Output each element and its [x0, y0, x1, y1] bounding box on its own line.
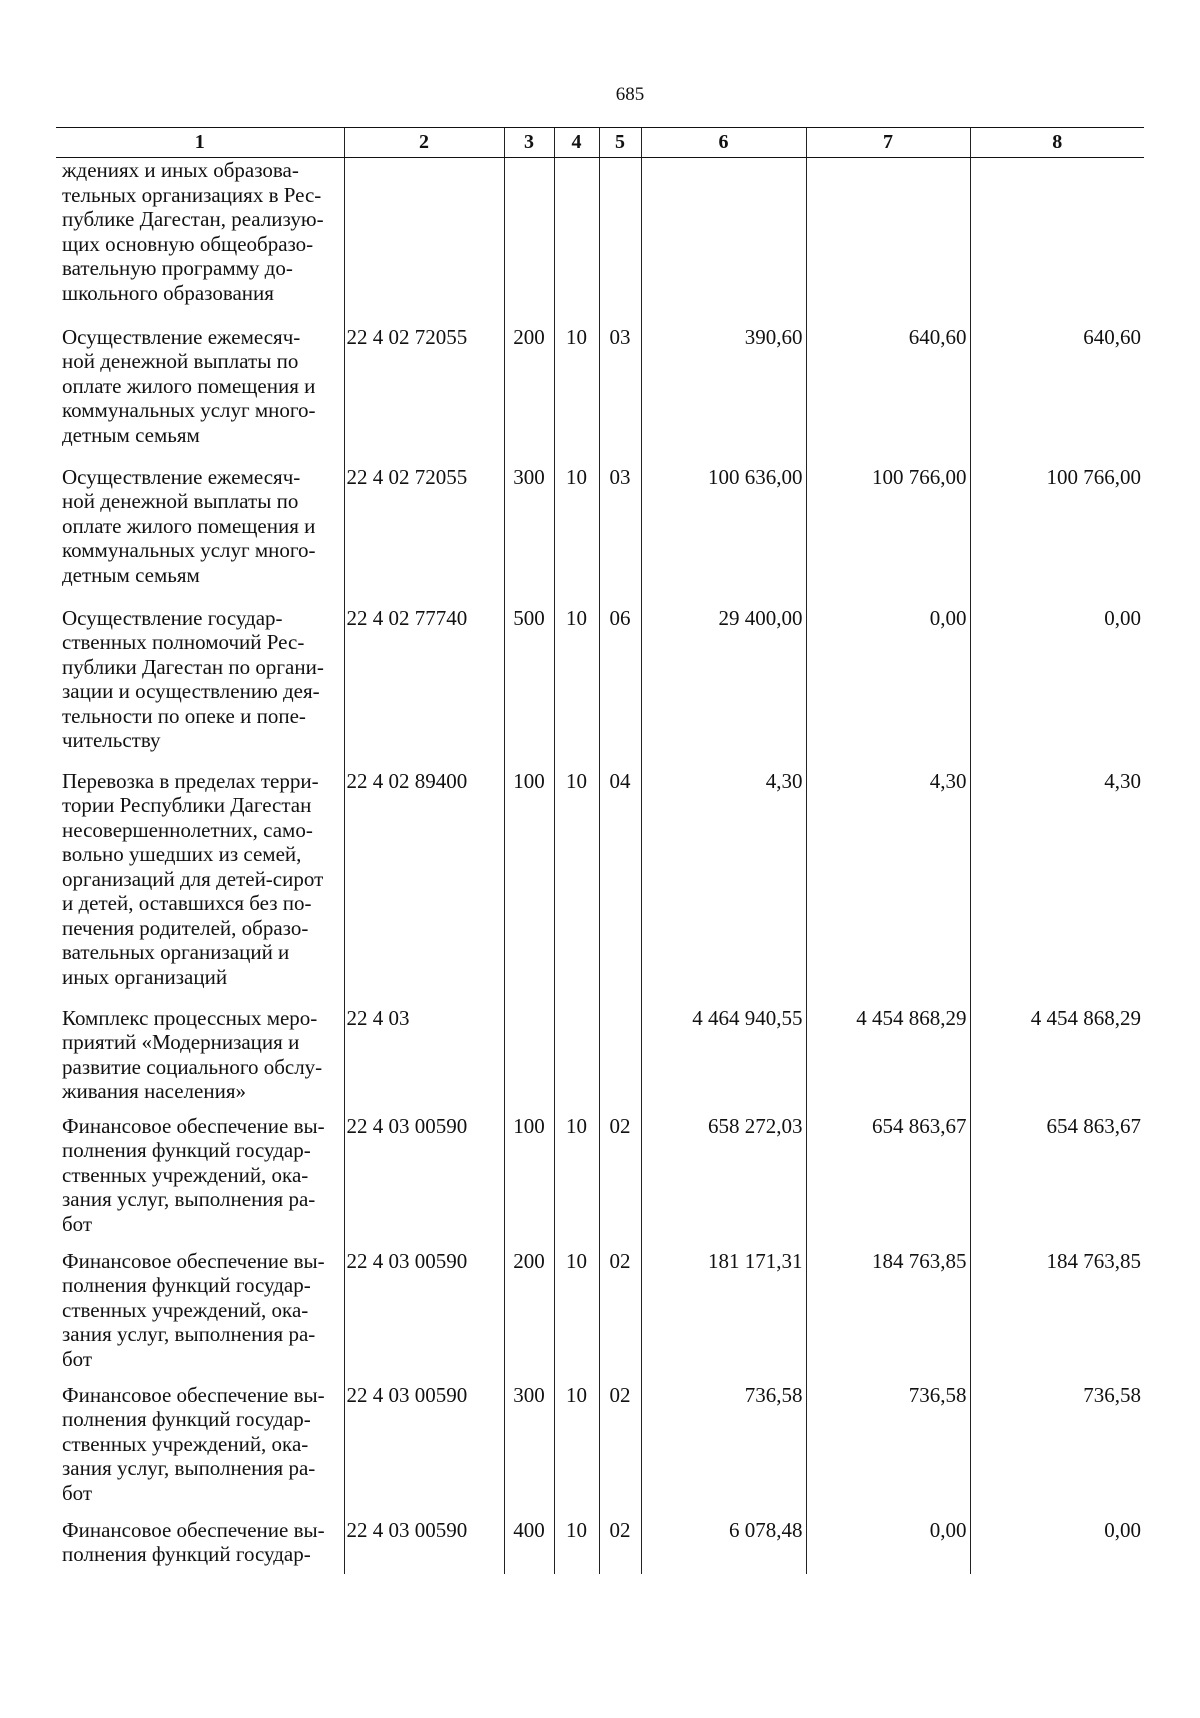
row-code: 22 4 03 00590	[344, 1518, 504, 1574]
row-name: Осуществление государ- ственных полномочий Рес- публики Дагестан по органи- зации и осуществлению дея- тельности по опеке и попе- чительству	[62, 605, 324, 752]
row-col-8: 654 863,67	[970, 1114, 1144, 1249]
row-name: Перевозка в пределах терри- тории Республики Дагестан несовершеннолетних, само- вольно ушедших из семей, организаций для детей-сирот и детей, оставшихся без по- печения родителей, образо- вательных организаций и иных организаций	[62, 768, 324, 989]
header-row	[56, 128, 1144, 158]
table-row	[56, 1249, 1144, 1383]
row-name: Финансовое обеспечение вы- полнения функций государ-	[62, 1517, 325, 1566]
row-col-4: 10	[554, 1114, 599, 1249]
row-col-6: 4,30	[641, 769, 806, 1006]
row-col-4	[554, 158, 599, 325]
header-col-1: 1	[56, 128, 344, 158]
header-col-6: 6	[641, 128, 806, 158]
row-col-7: 654 863,67	[806, 1114, 970, 1249]
table-row	[56, 606, 1144, 769]
row-col-7: 4 454 868,29	[806, 1006, 970, 1114]
row-code: 22 4 03	[344, 1006, 504, 1114]
header-col-7: 7	[806, 128, 970, 158]
row-name: Финансовое обеспечение вы- полнения функций государ- ственных учреждений, ока- зания услуг, выполнения ра- бот	[62, 1382, 325, 1505]
row-col-6: 390,60	[641, 325, 806, 465]
row-col-8: 0,00	[970, 1518, 1144, 1574]
page-number: 685	[615, 84, 645, 105]
row-col-3: 100	[504, 769, 554, 1006]
row-col-5: 02	[599, 1518, 641, 1574]
row-name: ждениях и иных образова- тельных организациях в Рес- публике Дагестан, реализую- щих основную общеобразо- вательную программу до- школьного образования	[62, 158, 324, 305]
row-col-4: 10	[554, 769, 599, 1006]
row-col-6: 6 078,48	[641, 1518, 806, 1574]
header-col-8: 8	[970, 128, 1144, 158]
row-code: 22 4 03 00590	[344, 1383, 504, 1518]
row-col-8: 184 763,85	[970, 1249, 1144, 1383]
table-row	[56, 1006, 1144, 1114]
row-col-3: 100	[504, 1114, 554, 1249]
row-col-8: 0,00	[970, 606, 1144, 769]
row-col-8: 640,60	[970, 325, 1144, 465]
row-col-4: 10	[554, 465, 599, 606]
row-col-7: 0,00	[806, 606, 970, 769]
table-row	[56, 158, 1144, 325]
header-col-4: 4	[554, 128, 599, 158]
table-row	[56, 1518, 1144, 1574]
row-col-3	[504, 1006, 554, 1114]
row-col-3: 300	[504, 465, 554, 606]
row-col-5: 02	[599, 1383, 641, 1518]
row-col-6: 181 171,31	[641, 1249, 806, 1383]
row-col-3: 200	[504, 1249, 554, 1383]
row-col-8: 736,58	[970, 1383, 1144, 1518]
table-body	[56, 158, 1144, 1574]
row-col-7: 640,60	[806, 325, 970, 465]
row-col-4	[554, 1006, 599, 1114]
row-code: 22 4 03 00590	[344, 1249, 504, 1383]
row-col-7: 4,30	[806, 769, 970, 1006]
row-col-3: 300	[504, 1383, 554, 1518]
row-col-3: 500	[504, 606, 554, 769]
row-col-4: 10	[554, 1518, 599, 1574]
table-header	[56, 128, 1144, 158]
row-col-5	[599, 1006, 641, 1114]
row-col-6	[641, 158, 806, 325]
row-col-4: 10	[554, 606, 599, 769]
row-code	[344, 158, 504, 325]
row-col-4: 10	[554, 325, 599, 465]
row-col-8: 100 766,00	[970, 465, 1144, 606]
budget-table	[56, 127, 1144, 1574]
row-col-4: 10	[554, 1249, 599, 1383]
row-code: 22 4 03 00590	[344, 1114, 504, 1249]
table-row	[56, 769, 1144, 1006]
row-col-8	[970, 158, 1144, 325]
table-row	[56, 465, 1144, 606]
row-col-8: 4 454 868,29	[970, 1006, 1144, 1114]
row-code: 22 4 02 72055	[344, 465, 504, 606]
row-col-5: 06	[599, 606, 641, 769]
row-col-8: 4,30	[970, 769, 1144, 1006]
row-col-7: 0,00	[806, 1518, 970, 1574]
row-col-6: 658 272,03	[641, 1114, 806, 1249]
row-col-7: 184 763,85	[806, 1249, 970, 1383]
header-col-5: 5	[599, 128, 641, 158]
row-col-6: 4 464 940,55	[641, 1006, 806, 1114]
header-col-3: 3	[504, 128, 554, 158]
header-col-2: 2	[344, 128, 504, 158]
row-name: Финансовое обеспечение вы- полнения функций государ- ственных учреждений, ока- зания услуг, выполнения ра- бот	[62, 1248, 325, 1371]
row-code: 22 4 02 72055	[344, 325, 504, 465]
row-col-5: 02	[599, 1249, 641, 1383]
row-col-5	[599, 158, 641, 325]
row-name: Осуществление ежемесяч- ной денежной выплаты по оплате жилого помещения и коммунальных услуг много- детным семьям	[62, 324, 316, 447]
row-col-4: 10	[554, 1383, 599, 1518]
row-col-3	[504, 158, 554, 325]
table-row	[56, 1114, 1144, 1249]
row-col-5: 03	[599, 325, 641, 465]
table-row	[56, 1383, 1144, 1518]
row-col-5: 03	[599, 465, 641, 606]
row-code: 22 4 02 89400	[344, 769, 504, 1006]
row-col-6: 100 636,00	[641, 465, 806, 606]
row-col-5: 04	[599, 769, 641, 1006]
row-name: Комплекс процессных меро- приятий «Модернизация и развитие социального обслу- живания населения»	[62, 1005, 323, 1103]
row-col-6: 736,58	[641, 1383, 806, 1518]
row-name: Осуществление ежемесяч- ной денежной выплаты по оплате жилого помещения и коммунальных услуг много- детным семьям	[62, 464, 316, 587]
row-name: Финансовое обеспечение вы- полнения функций государ- ственных учреждений, ока- зания услуг, выполнения ра- бот	[62, 1113, 325, 1236]
row-code: 22 4 02 77740	[344, 606, 504, 769]
row-col-7: 736,58	[806, 1383, 970, 1518]
table-row	[56, 325, 1144, 465]
row-col-3: 400	[504, 1518, 554, 1574]
row-col-6: 29 400,00	[641, 606, 806, 769]
row-col-7	[806, 158, 970, 325]
row-col-5: 02	[599, 1114, 641, 1249]
row-col-3: 200	[504, 325, 554, 465]
row-col-7: 100 766,00	[806, 465, 970, 606]
